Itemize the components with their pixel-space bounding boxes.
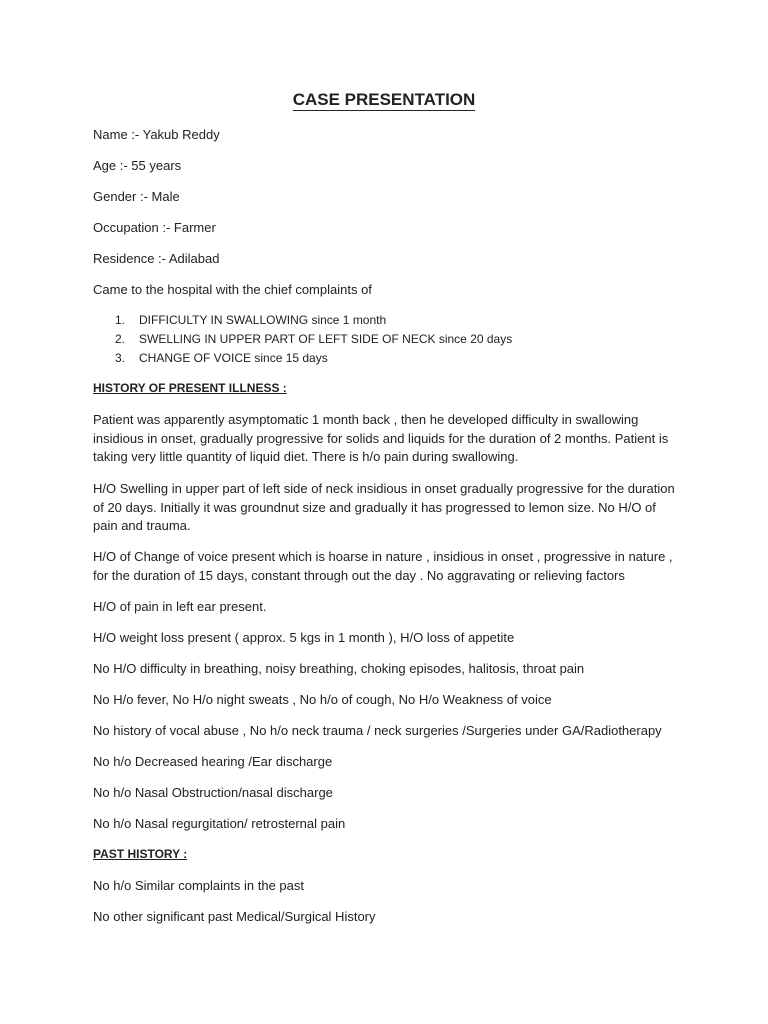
hpi-paragraph: Patient was apparently asymptomatic 1 month back , then he developed difficulty in swallowing insidious in onset, gradually progressive for solids and liquids for the duration of 2 months. Patient is taking very little quantity of liquid diet. There is h/o pain during swallowing. (93, 412, 669, 464)
patient-gender: Gender :- Male (93, 189, 180, 204)
hpi-line: No h/o Decreased hearing /Ear discharge (93, 754, 333, 769)
hpi-line: H/O of pain in left ear present. (93, 599, 267, 614)
hpi-line: No H/O difficulty in breathing, noisy breathing, choking episodes, halitosis, throat pain (93, 661, 585, 676)
list-item: 1. DIFFICULTY IN SWALLOWING since 1 month (115, 313, 387, 327)
patient-age: Age :- 55 years (93, 158, 182, 173)
past-history-line: No other significant past Medical/Surgical History (93, 909, 376, 924)
hpi-heading: HISTORY OF PRESENT ILLNESS : (93, 381, 287, 395)
past-history-heading: PAST HISTORY : (93, 847, 188, 861)
patient-name: Name :- Yakub Reddy (93, 127, 220, 142)
hpi-line: No h/o Nasal regurgitation/ retrosternal pain (93, 816, 346, 831)
patient-occupation: Occupation :- Farmer (93, 220, 216, 235)
hpi-line: No h/o Nasal Obstruction/nasal discharge (93, 785, 333, 800)
past-history-line: No h/o Similar complaints in the past (93, 878, 304, 893)
chief-complaints-list (115, 311, 512, 368)
document-title: CASE PRESENTATION (292, 90, 476, 109)
list-item: 2. SWELLING IN UPPER PART OF LEFT SIDE OF NECK since 20 days (115, 332, 513, 346)
hpi-paragraph: H/O of Change of voice present which is hoarse in nature , insidious in onset , progressive in nature , for the duration of 15 days, constant through out the day . No aggravating or relieving factors (93, 549, 673, 583)
complaints-intro: Came to the hospital with the chief complaints of (93, 282, 372, 297)
hpi-line: No H/o fever, No H/o night sweats , No h/o of cough, No H/o Weakness of voice (93, 692, 552, 707)
hpi-line: H/O weight loss present ( approx. 5 kgs in 1 month ), H/O loss of appetite (93, 630, 515, 645)
hpi-line: No history of vocal abuse , No h/o neck trauma / neck surgeries /Surgeries under GA/Radiotherapy (93, 723, 662, 738)
patient-residence: Residence :- Adilabad (93, 251, 220, 266)
hpi-paragraph: H/O Swelling in upper part of left side of neck insidious in onset gradually progressive for the duration of 20 days. Initially it was groundnut size and gradually it has progressed to lemon size. No H/O of pain and trauma. (93, 481, 675, 533)
list-item: 3. CHANGE OF VOICE since 15 days (115, 351, 328, 365)
